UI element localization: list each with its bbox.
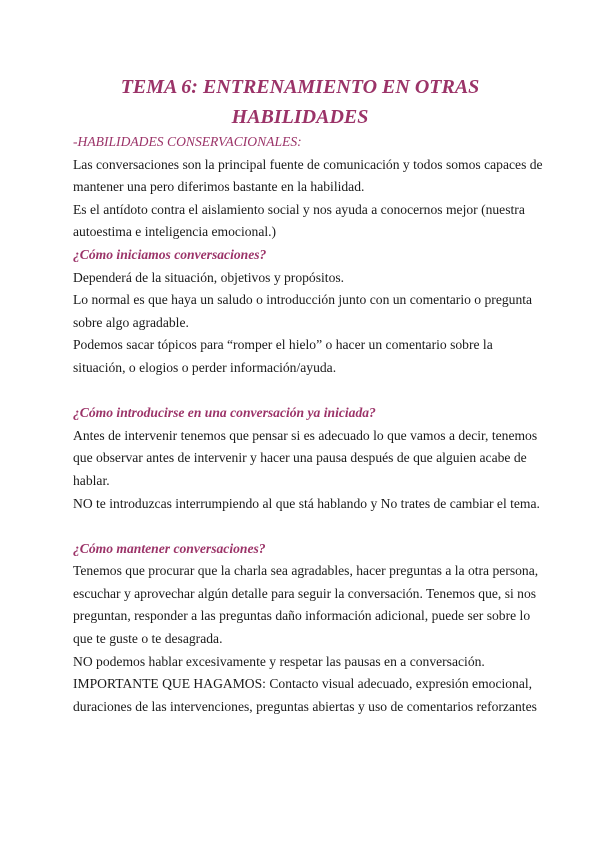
paragraph: NO podemos hablar excesivamente y respetar las pausas en a conversación. — [73, 653, 485, 669]
section-heading: -HABILIDADES CONSERVACIONALES: — [73, 134, 302, 149]
paragraph: Las conversaciones son la principal fuente de comunicación y todos somos capaces de mantener una pero diferimos bastante en la habilidad. — [73, 156, 543, 195]
section-heading: ¿Cómo iniciamos conversaciones? — [73, 246, 267, 262]
page-title-line-2: HABILIDADES — [231, 106, 369, 128]
section-iniciar-conversaciones — [73, 244, 543, 380]
paragraph: Dependerá de la situación, objetivos y propósitos. — [73, 269, 345, 285]
paragraph: Podemos sacar tópicos para “romper el hielo” o hacer un comentario sobre la situación, o elogios o perder información/ayuda. — [73, 337, 493, 375]
page-title-line-1: TEMA 6: ENTRENAMIENTO EN OTRAS — [120, 76, 480, 98]
spacer — [73, 515, 543, 538]
paragraph: Lo normal es que haya un saludo o introducción junto con un comentario o pregunta sobre algo agradable. — [73, 292, 533, 330]
section-habilidades-conversacionales — [73, 131, 543, 244]
paragraph: NO te introduzcas interrumpiendo al que stá hablando y No trates de cambiar el tema. — [73, 495, 540, 511]
section-heading: ¿Cómo introducirse en una conversación ya iniciada? — [73, 405, 376, 421]
spacer — [73, 380, 543, 403]
paragraph: Es el antídoto contra el aislamiento social y nos ayuda a conocernos mejor (nuestra autoestima e inteligencia emocional.) — [73, 201, 525, 240]
paragraph: Tenemos que procurar que la charla sea agradables, hacer preguntas a la otra persona, escuchar y aprovechar algún detalle para seguir la conversación. Tenemos que, si nos preguntan, responder a las preguntas daño información adicional, puede ser sobre lo que te guste o te desagrada. — [73, 563, 539, 647]
section-mantener-conversaciones — [73, 538, 543, 719]
section-introducirse-conversacion — [73, 402, 543, 515]
document-body — [73, 131, 543, 718]
paragraph: Antes de intervenir tenemos que pensar si es adecuado lo que vamos a decir, tenemos que observar antes de intervenir y hacer una pausa después de que alguien acabe de hablar. — [73, 427, 538, 488]
section-heading: ¿Cómo mantener conversaciones? — [73, 540, 266, 556]
paragraph: IMPORTANTE QUE HAGAMOS: Contacto visual adecuado, expresión emocional, duraciones de las intervenciones, preguntas abiertas y uso de comentarios reforzantes — [73, 676, 537, 714]
